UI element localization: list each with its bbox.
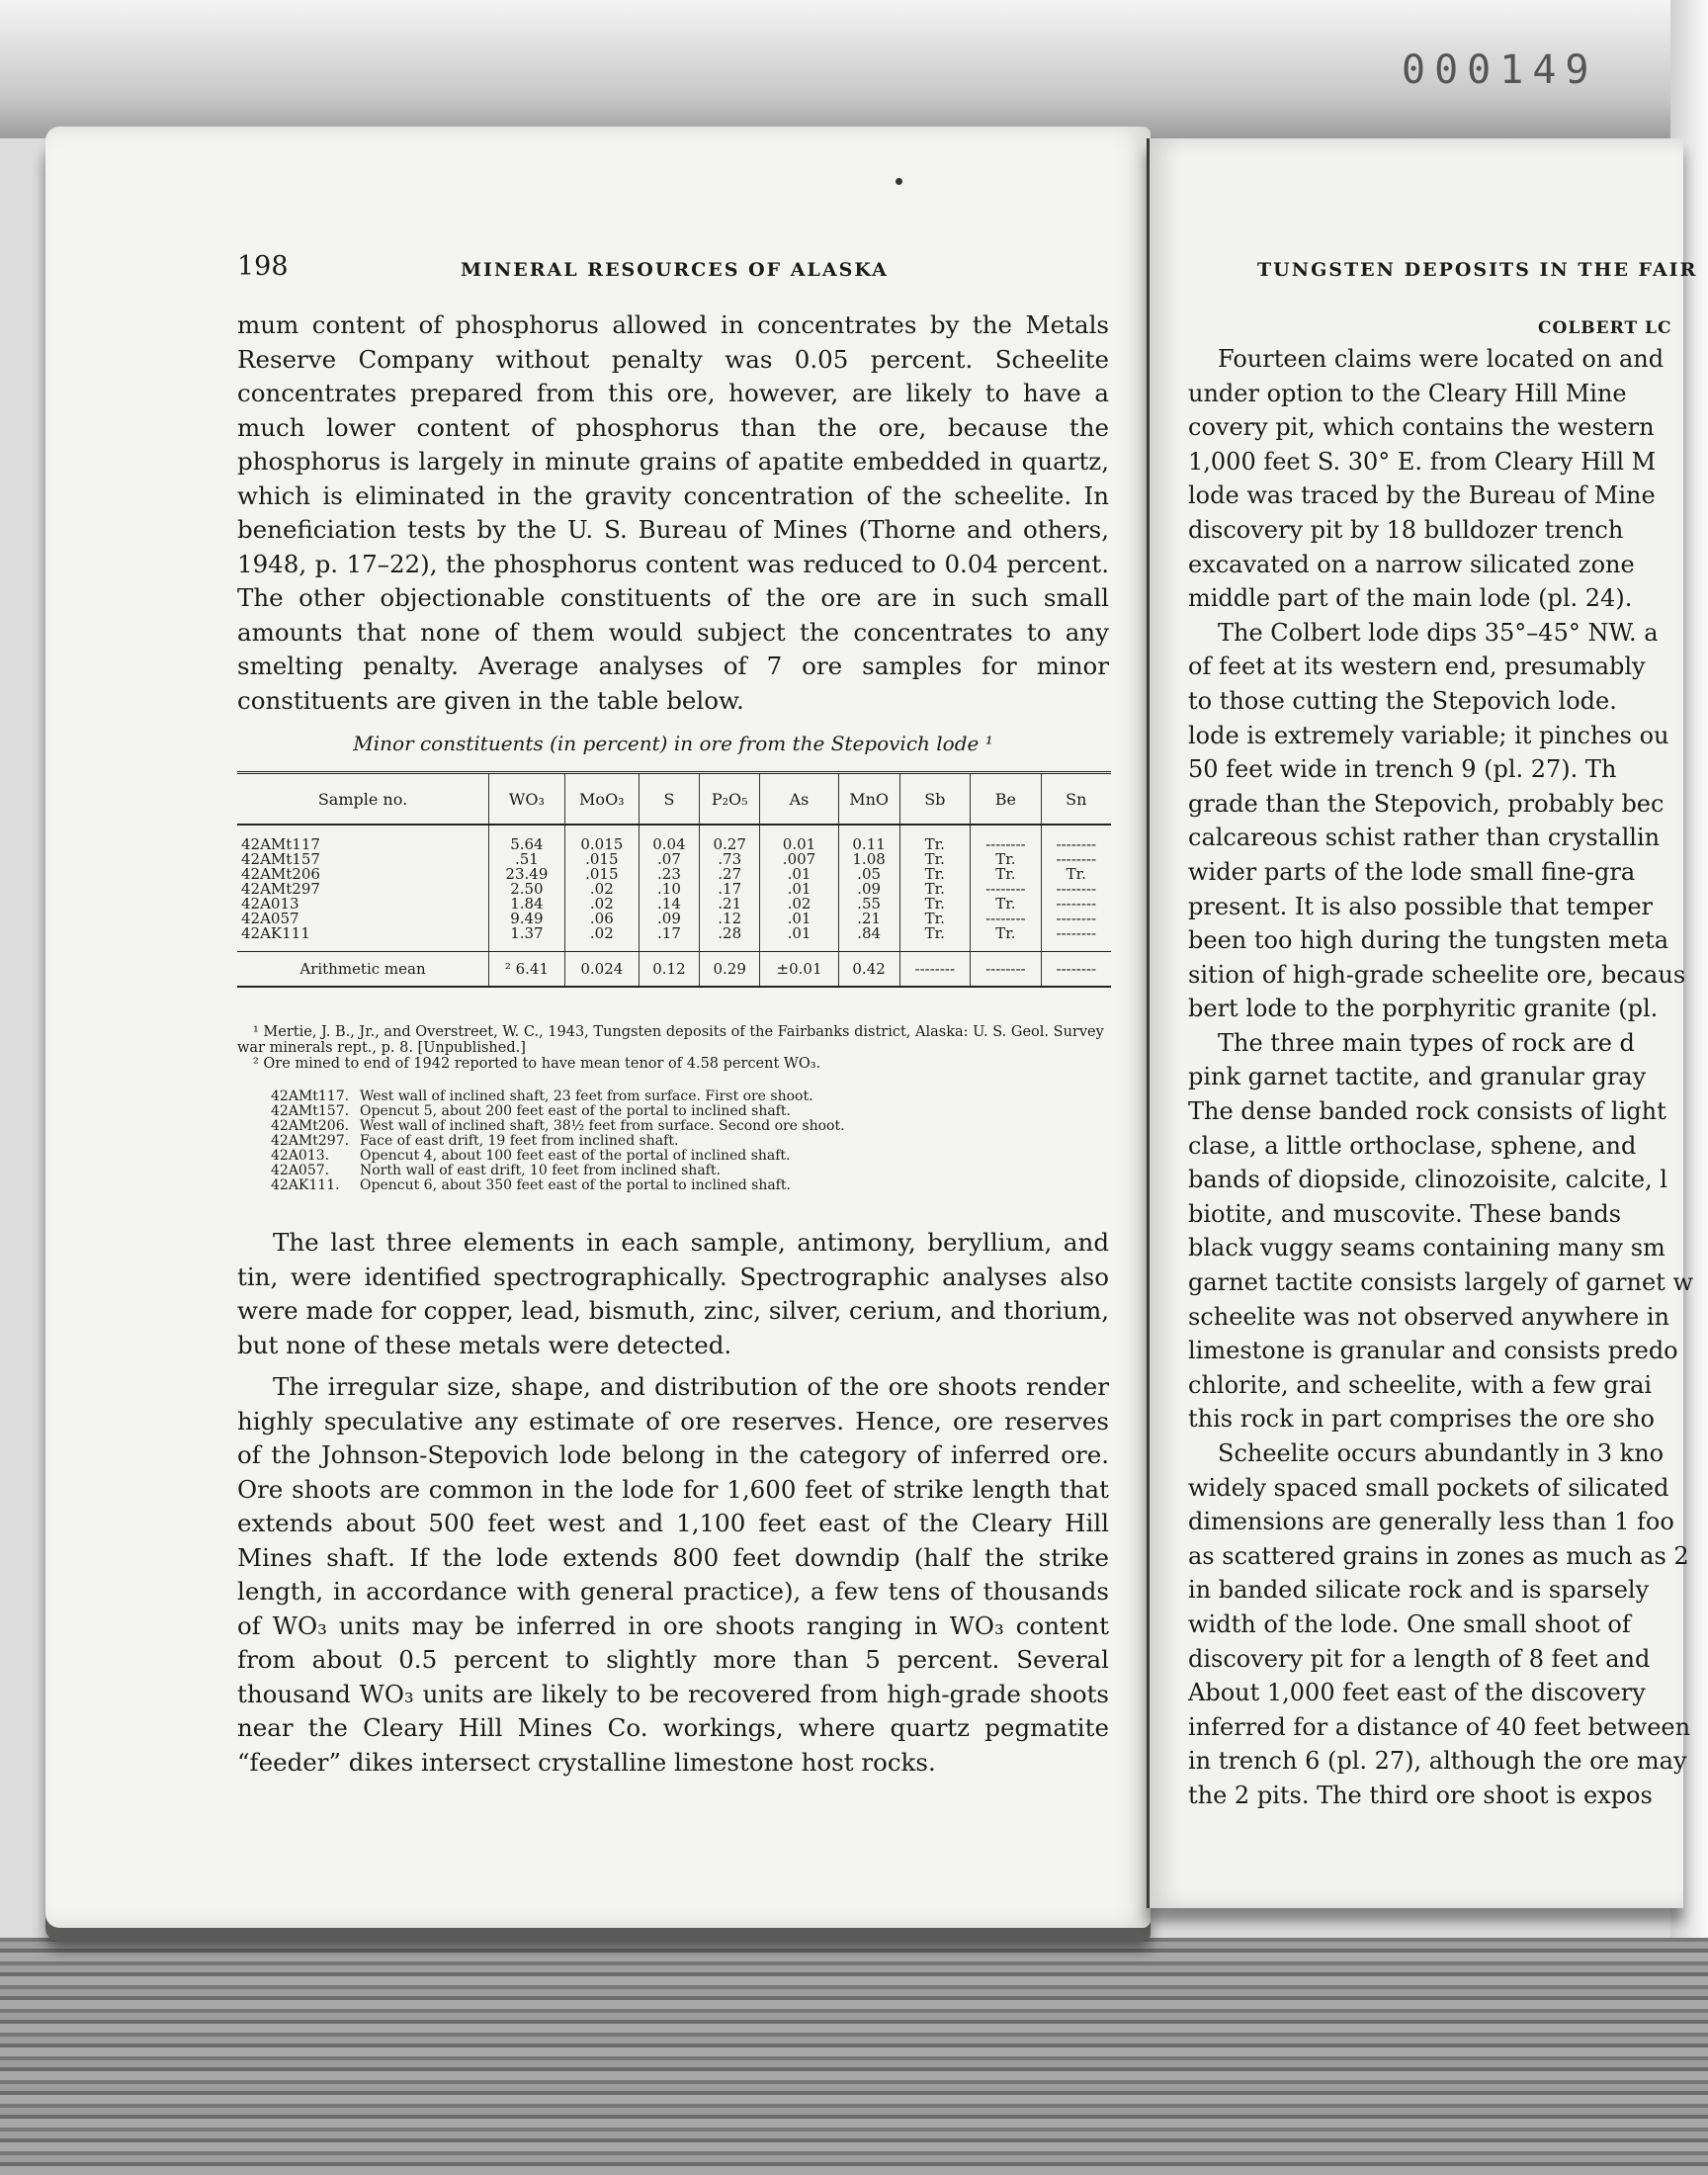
column-header: S (639, 773, 699, 826)
sample-id: 42AMt206. (271, 1118, 350, 1134)
column-header: Sample no. (237, 773, 489, 826)
sample-location-desc: Opencut 6, about 350 feet east of the portal to inclined shaft. (360, 1177, 791, 1193)
footnote-2: ² Ore mined to end of 1942 reported to have mean tenor of 4.58 percent WO₃. (253, 1056, 821, 1072)
table-cell: 23.49 (489, 867, 565, 882)
right-page-line: The three main types of rock are d (1218, 1028, 1635, 1057)
right-page-line: Fourteen claims were located on and (1218, 345, 1665, 373)
table-cell: .02 (564, 926, 639, 952)
table-cell: 0.29 (700, 952, 760, 988)
sample-id: 42AK111. (271, 1177, 340, 1193)
table-cell: ² 6.41 (489, 952, 565, 988)
table-cell: .55 (838, 897, 899, 912)
table-cell: 42AMt117 (241, 835, 320, 853)
sample-id: 42AMt157. (271, 1103, 350, 1119)
table-cell: Tr. (899, 867, 971, 882)
right-page-line: bert lode to the porphyritic granite (pl. (1188, 995, 1659, 1023)
table-cell: .015 (564, 852, 639, 867)
column-header: As (760, 773, 838, 826)
table-cell: 5.64 (489, 825, 565, 852)
running-head-right: TUNGSTEN DEPOSITS IN THE FAIR (1257, 259, 1698, 281)
table-cell: 1.84 (489, 897, 565, 912)
lead-paragraph: mum content of phosphorus allowed in concentrates by the Metals Reserve Company without penalty was 0.05 percent. Scheelite concentrates prepared from this ore, however, are likely to have a much lower content of phosphorus than the ore, because the phosphorus is largely in minute grains of apatite embedded in quartz, which is eliminated in the gravity concentration of the scheelite. In beneficiation tests by the U. S. Bureau of Mines (Thorne and others, 1948, p. 17–22), the phosphorus content was reduced to 0.04 percent. The other objectionable constituents of the ore are in such small amounts that none of them would subject the concentrates to any smelting penalty. Average analyses of 7 ore samples for minor constituents are given in the table below. (237, 310, 1109, 715)
table-cell: 42AMt206 (241, 865, 320, 883)
table-row (237, 926, 1111, 952)
right-page-line: discovery pit for a length of 8 feet and (1188, 1644, 1651, 1673)
table-cell: 1.08 (838, 852, 899, 867)
table-cell: .14 (639, 897, 699, 912)
table-cell: -------- (1041, 852, 1111, 867)
sample-id: 42A057. (271, 1163, 330, 1178)
table-cell: .02 (564, 897, 639, 912)
running-head-left: MINERAL RESOURCES OF ALASKA (461, 259, 889, 281)
right-page-line: The Colbert lode dips 35°–45° NW. a (1218, 618, 1659, 647)
table-cell: .01 (760, 912, 838, 926)
table-cell: 42AMt297 (241, 880, 320, 898)
table-cell: 0.024 (564, 952, 639, 988)
table-cell: 2.50 (489, 882, 565, 897)
table-cell: Tr. (899, 926, 971, 952)
sample-location-item (271, 1164, 845, 1178)
right-page-line: limestone is granular and consists predo (1188, 1337, 1678, 1365)
table-cell: .02 (760, 897, 838, 912)
table-cell: Tr. (1041, 867, 1111, 882)
right-page-line: 1,000 feet S. 30° E. from Cleary Hill M (1188, 447, 1657, 476)
table-cell: .09 (639, 912, 699, 926)
section-heading-colbert: COLBERT LC (1538, 318, 1672, 338)
right-page-line: width of the lode. One small shoot of (1188, 1610, 1631, 1638)
table-cell: .17 (639, 926, 699, 952)
table-caption: Minor constituents (in percent) in ore from the Stepovich lode ¹ (353, 732, 993, 755)
right-page-line: in banded silicate rock and is sparsely (1188, 1576, 1650, 1605)
table-cell: 0.04 (639, 825, 699, 852)
table-cell: .23 (639, 867, 699, 882)
table-cell: Tr. (971, 867, 1042, 882)
right-page-line: under option to the Cleary Hill Mine (1188, 379, 1627, 407)
table-cell: 0.27 (700, 825, 760, 852)
table-cell: 42A013 (241, 895, 299, 913)
table-cell: .01 (760, 867, 838, 882)
table-cell: Tr. (971, 926, 1042, 952)
sample-location-desc: West wall of inclined shaft, 38½ feet from surface. Second ore shoot. (360, 1118, 845, 1134)
table-cell: .07 (639, 852, 699, 867)
right-page-line: covery pit, which contains the western (1188, 413, 1655, 442)
paragraph-ore-reserves: The irregular size, shape, and distribution of the ore shoots render highly speculative any estimate of ore reserves. Hence, ore reserves of the Johnson-Stepovich lode belong in the category of inferred ore. Ore shoots are common in the lode for 1,600 feet of strike length that extends about 500 feet west and 1,100 feet east of the Cleary Hill Mines shaft. If the lode extends 800 feet downdip (half the strike length, in accordance with general practice), a few tens of thousands of WO₃ units may be inferred in ore shoots ranging in WO₃ content from about 0.5 percent to slightly more than 5 percent. Several thousand WO₃ units are likely to be recovered from high-grade shoots near the Cleary Hill Mines Co. workings, where quartz pegmatite “feeder” dikes intersect crystalline limestone host rocks. (237, 1372, 1109, 1777)
table-cell: 42AMt157 (241, 850, 320, 868)
right-page-line: lode was traced by the Bureau of Mine (1188, 481, 1656, 510)
sample-location-item (271, 1134, 845, 1149)
table-cell: .21 (838, 912, 899, 926)
right-page-line: this rock in part comprises the ore sho (1188, 1405, 1655, 1434)
table-cell: Tr. (899, 882, 971, 897)
right-page-line: inferred for a distance of 40 feet between (1188, 1712, 1691, 1741)
right-page-line: the 2 pits. The third ore shoot is expos (1188, 1781, 1653, 1809)
right-page-line: excavated on a narrow silicated zone (1188, 550, 1635, 578)
table-cell: -------- (1041, 952, 1111, 988)
column-header: P₂O₅ (700, 773, 760, 826)
sample-location-item (271, 1119, 845, 1134)
right-page-line: 50 feet wide in trench 9 (pl. 27). Th (1188, 755, 1617, 784)
column-header: Sb (899, 773, 971, 826)
sample-id: 42A013. (271, 1148, 330, 1164)
right-page-line: wider parts of the lode small fine-gra (1188, 857, 1636, 886)
table-cell: -------- (971, 952, 1042, 988)
sample-location-item (271, 1089, 845, 1104)
table-cell: .06 (564, 912, 639, 926)
table-cell: 42AK111 (241, 924, 310, 942)
right-page-line: chlorite, and scheelite, with a few grai (1188, 1370, 1653, 1399)
table-cell: .73 (700, 852, 760, 867)
table-row (237, 825, 1111, 852)
right-page-line: been too high during the tungsten meta (1188, 926, 1669, 955)
right-page-line: calcareous schist rather than crystallin (1188, 824, 1661, 852)
sample-id: 42AMt117. (271, 1088, 350, 1104)
table-cell: 0.01 (760, 825, 838, 852)
sample-id: 42AMt297. (271, 1133, 350, 1149)
table-cell: -------- (1041, 926, 1111, 952)
footnote-1: ¹ Mertie, J. B., Jr., and Overstreet, W. C., 1943, Tungsten deposits of the Fairbanks district, Alaska: U. S. Geol. Survey war minerals rept., p. 8. [Unpublished.] (237, 1024, 1104, 1056)
table-cell: .007 (760, 852, 838, 867)
right-page-line: pink garnet tactite, and granular gray (1188, 1063, 1647, 1091)
table-cell: Tr. (899, 852, 971, 867)
right-page-line: About 1,000 feet east of the discovery (1188, 1679, 1646, 1707)
table-cell: 42A057 (241, 910, 299, 927)
scan-bottom-shadow (0, 1938, 1708, 2175)
right-page-line: The dense banded rock consists of light (1188, 1097, 1666, 1126)
sample-location-item (271, 1104, 845, 1119)
table-cell: -------- (1041, 882, 1111, 897)
right-page-line: black vuggy seams containing many sm (1188, 1234, 1665, 1262)
table-cell: .01 (760, 926, 838, 952)
table-cell: .28 (700, 926, 760, 952)
column-header: WO₃ (489, 773, 565, 826)
right-page-line: as scattered grains in zones as much as 2 (1188, 1541, 1689, 1570)
table-cell: Tr. (899, 897, 971, 912)
table-cell: 1.37 (489, 926, 565, 952)
column-header: MnO (838, 773, 899, 826)
table-cell: .10 (639, 882, 699, 897)
table-cell: .17 (700, 882, 760, 897)
body-text-lower (237, 1226, 1109, 1780)
right-page-line: dimensions are generally less than 1 foo (1188, 1508, 1674, 1536)
table-cell: .21 (700, 897, 760, 912)
column-header: Sn (1041, 773, 1111, 826)
table-cell: Arithmetic mean (237, 952, 489, 988)
right-page-line: bands of diopside, clinozoisite, calcite, l (1188, 1166, 1667, 1194)
column-header: Be (971, 773, 1042, 826)
right-page-line: sition of high-grade scheelite ore, becaus (1188, 960, 1686, 989)
table-cell: -------- (1041, 912, 1111, 926)
lead-paragraph-block (237, 308, 1109, 718)
paragraph-spectrographic: The last three elements in each sample, antimony, beryllium, and tin, were identified spectrographically. Spectrographic analyses also were made for copper, lead, bismuth, zinc, silver, cerium, and thorium, but none of these metals were detected. (237, 1228, 1109, 1359)
table-cell: -------- (1041, 825, 1111, 852)
table-cell: .05 (838, 867, 899, 882)
column-header: MoO₃ (564, 773, 639, 826)
sample-location-desc: Opencut 5, about 200 feet east of the portal to inclined shaft. (360, 1103, 791, 1119)
right-page-line: lode is extremely variable; it pinches ou (1188, 721, 1669, 749)
sample-location-desc: West wall of inclined shaft, 23 feet from surface. First ore shoot. (360, 1088, 813, 1104)
table-cell: Tr. (971, 897, 1042, 912)
table-cell: 0.42 (838, 952, 899, 988)
table-cell: 0.015 (564, 825, 639, 852)
table-header-row (237, 773, 1111, 826)
table-cell: .51 (489, 852, 565, 867)
sample-location-desc: Opencut 4, about 100 feet east of the portal of inclined shaft. (360, 1148, 791, 1164)
right-page-line: middle part of the main lode (pl. 24). (1188, 584, 1633, 613)
table-cell: Tr. (971, 852, 1042, 867)
right-page-line: present. It is also possible that temper (1188, 892, 1653, 920)
right-page-line: to those cutting the Stepovich lode. (1188, 686, 1617, 715)
table-cell: .09 (838, 882, 899, 897)
right-page-line: widely spaced small pockets of silicated (1188, 1473, 1669, 1502)
table-cell: 9.49 (489, 912, 565, 926)
table-cell: Tr. (899, 825, 971, 852)
table-mean-row (237, 952, 1111, 988)
sample-location-item (271, 1178, 845, 1193)
table-footnotes (237, 1024, 1111, 1072)
right-page-line: Scheelite occurs abundantly in 3 kno (1218, 1439, 1665, 1467)
sample-location-item (271, 1149, 845, 1164)
archive-stamp-number: 000149 (1402, 47, 1598, 93)
table-cell: -------- (971, 825, 1042, 852)
speck-mark (896, 178, 902, 185)
table-cell: 0.11 (838, 825, 899, 852)
right-page-line: scheelite was not observed anywhere in (1188, 1302, 1669, 1331)
table-cell: .02 (564, 882, 639, 897)
right-page-text (1188, 342, 1708, 1813)
sample-location-list (271, 1089, 845, 1193)
table-cell: .01 (760, 882, 838, 897)
table-cell: -------- (899, 952, 971, 988)
sample-location-desc: Face of east drift, 19 feet from inclined shaft. (360, 1133, 679, 1149)
table-cell: .12 (700, 912, 760, 926)
table-cell: ±0.01 (760, 952, 838, 988)
table-cell: .27 (700, 867, 760, 882)
right-page-line: grade than the Stepovich, probably bec (1188, 789, 1665, 818)
right-page-line: garnet tactite consists largely of garnet w (1188, 1268, 1693, 1297)
minor-constituents-table (237, 771, 1111, 988)
right-page-line: of feet at its western end, presumably (1188, 652, 1646, 681)
table-cell: .015 (564, 867, 639, 882)
right-page-line: clase, a little orthoclase, sphene, and (1188, 1131, 1637, 1160)
table-cell: -------- (971, 912, 1042, 926)
right-page-line: biotite, and muscovite. These bands (1188, 1199, 1622, 1228)
page-number: 198 (237, 251, 289, 282)
sample-location-desc: North wall of east drift, 10 feet from inclined shaft. (360, 1163, 721, 1178)
right-page-line: in trench 6 (pl. 27), although the ore may (1188, 1747, 1687, 1776)
table-cell: 0.12 (639, 952, 699, 988)
table-cell: Tr. (899, 912, 971, 926)
table-cell: .84 (838, 926, 899, 952)
table-cell: -------- (1041, 897, 1111, 912)
table-cell: -------- (971, 882, 1042, 897)
right-page-line: discovery pit by 18 bulldozer trench (1188, 515, 1624, 544)
